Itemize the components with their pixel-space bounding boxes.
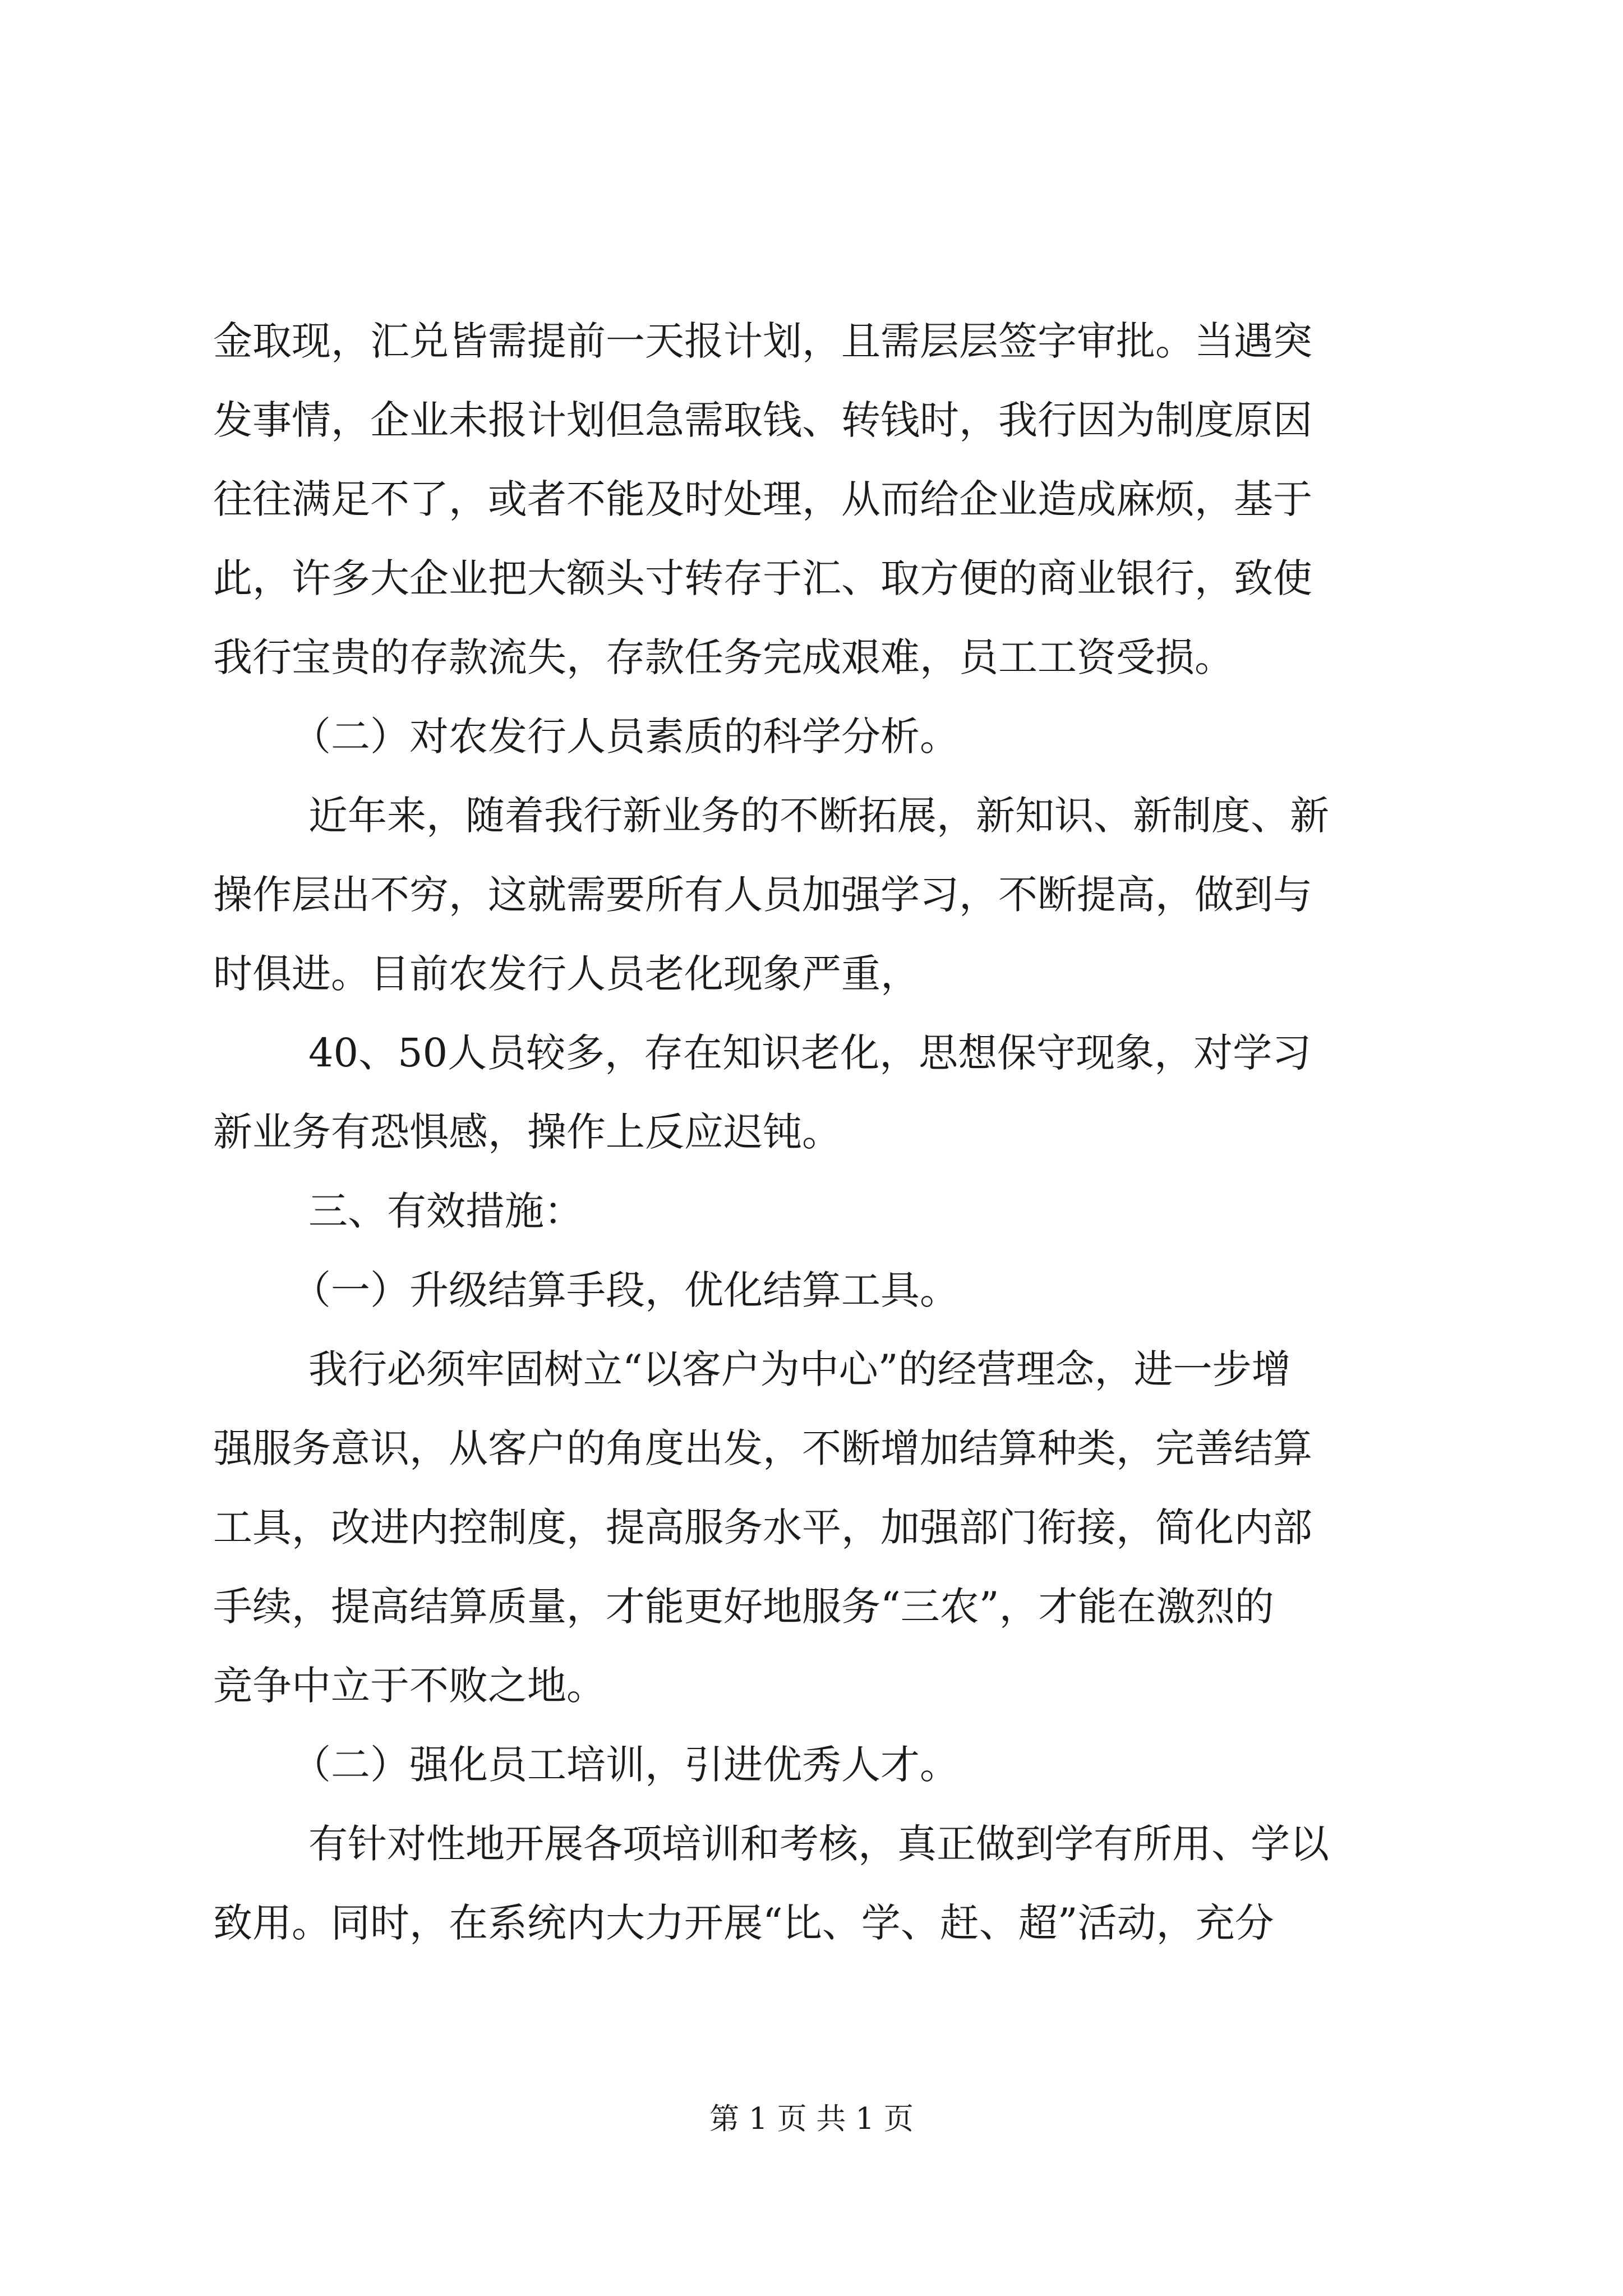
body-text-line: 工具，改进内控制度，提高服务水平，加强部门衔接，简化内部 [213, 1504, 1312, 1550]
section-heading: （一）升级结算手段，优化结算工具。 [292, 1267, 959, 1313]
body-text-line: 40、50人员较多，存在知识老化，思想保守现象，对学习 [308, 1030, 1312, 1076]
body-text-line: 近年来，随着我行新业务的不断拓展，新知识、新制度、新 [308, 793, 1329, 839]
body-text-line: 竞争中立于不败之地。 [213, 1663, 606, 1709]
body-text-line: 新业务有恐惧感，操作上反应迟钝。 [213, 1109, 841, 1155]
body-text-line: 强服务意识，从客户的角度出发，不断增加结算种类，完善结算 [213, 1425, 1312, 1471]
section-heading: 三、有效措施： [308, 1188, 583, 1234]
body-text-line: 金取现，汇兑皆需提前一天报计划，且需层层签字审批。当遇突 [213, 318, 1312, 364]
page-footer: 第 1 页 共 1 页 [709, 2102, 914, 2136]
body-text-line: 手续，提高结算质量，才能更好地服务“三农”，才能在激烈的 [213, 1584, 1274, 1630]
body-text-line: 操作层出不穷，这就需要所有人员加强学习，不断提高，做到与 [213, 872, 1312, 918]
body-text-line: 致用。同时，在系统内大力开展“比、学、赶、超”活动，充分 [213, 1900, 1274, 1946]
body-text-line: 我行宝贵的存款流失，存款任务完成艰难，员工工资受损。 [213, 634, 1234, 680]
body-text-line: 往往满足不了，或者不能及时处理，从而给企业造成麻烦，基于 [213, 476, 1312, 522]
section-heading: （二）强化员工培训，引进优秀人才。 [292, 1742, 959, 1788]
body-text-line: 此，许多大企业把大额头寸转存于汇、取方便的商业银行，致使 [213, 555, 1312, 601]
body-text-line: 有针对性地开展各项培训和考核，真正做到学有所用、学以 [308, 1821, 1329, 1867]
body-text-line: 时俱进。目前农发行人员老化现象严重， [213, 951, 920, 997]
section-heading: （二）对农发行人员素质的科学分析。 [292, 714, 959, 760]
body-text-line: 我行必须牢固树立“以客户为中心”的经营理念，进一步增 [308, 1346, 1291, 1392]
body-text-line: 发事情，企业未报计划但急需取钱、转钱时，我行因为制度原因 [213, 397, 1312, 443]
